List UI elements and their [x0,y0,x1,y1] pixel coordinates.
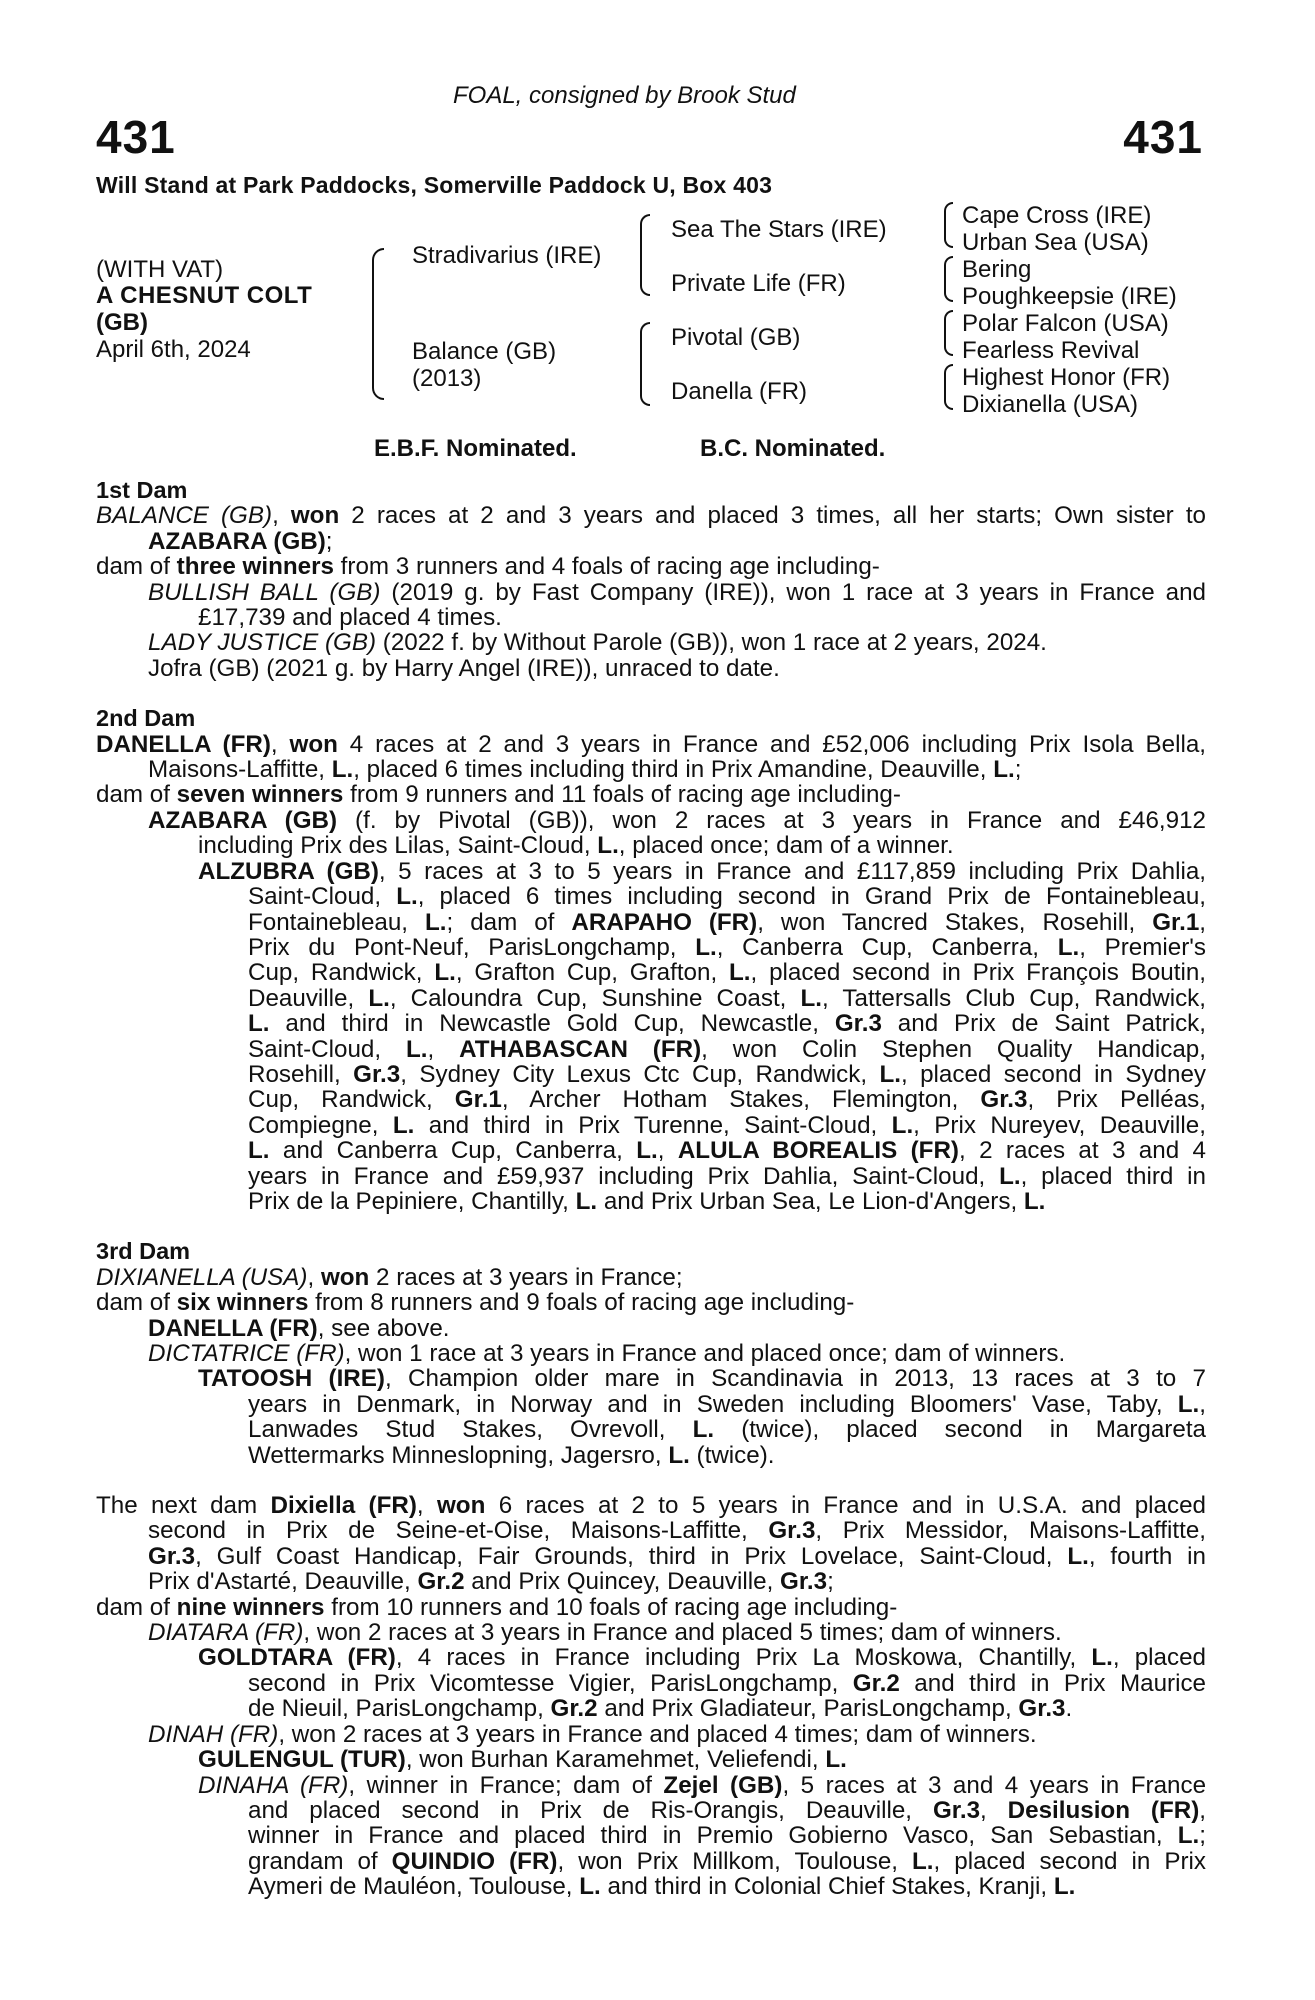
text-run: and third in Prix Maurice [899,1669,1207,1697]
italic-text: DIXIANELLA (USA) [96,1263,308,1291]
text-run: grandam of [248,1847,392,1875]
text-run: , Prix Messidor, Maisons-Laffitte, [815,1517,1206,1545]
text-line [96,630,1206,655]
bold-text: Desilusion (FR) [1007,1796,1200,1824]
section-heading: 1st Dam [96,477,188,503]
text-run: , Tattersalls Club Cup, Randwick, [822,984,1206,1012]
text-line [96,1011,1206,1036]
pedigree-brace-dam [640,322,650,406]
text-line [96,833,1206,858]
bold-text: won [436,1492,486,1520]
text-run: , Canberra Cup, Canberra, [716,933,1058,961]
bold-text: L. [331,756,354,784]
dam-section [96,706,1206,1214]
bold-text: won [290,502,340,530]
bold-text: Gr.3 [980,1086,1028,1114]
bold-text: Gr.3 [768,1517,816,1545]
text-line [96,1696,1206,1721]
text-run: Rosehill, [248,1060,354,1088]
bold-text: L. [636,1137,658,1165]
text-run: second in Prix Vicomtesse Vigier, ParisLongchamp, [248,1669,853,1697]
text-run: and Prix de Saint Patrick, [881,1010,1206,1038]
text-run: , 2 races at 3 and 4 [958,1137,1206,1165]
text-line [96,1113,1206,1138]
text-line [96,656,1206,681]
text-run: winner in France and placed third in Premio Gobierno Vasco, San Sebastian, [248,1822,1178,1850]
text-run: (2022 f. by Without Parole (GB)), won 1 race at 2 years, 2024. [376,629,1047,657]
bold-text: L. [434,959,456,987]
text-run: and Prix Urban Sea, Le Lion-d'Angers, [597,1187,1024,1215]
text-run: , won Prix Millkom, Toulouse, [557,1847,913,1875]
lot-number-right: 431 [1123,111,1203,163]
text-run: , placed second in Prix [933,1847,1206,1875]
dam-section [96,478,1206,681]
bold-text: L. [695,933,717,961]
text-run: dam of [96,781,177,809]
text-run: , won 2 races at 3 years in France and placed 5 times; dam of winners. [303,1619,1062,1647]
text-run: Fontainebleau, [248,908,426,936]
italic-text: DICTATRICE (FR) [148,1340,345,1367]
text-run: (f. by Pivotal (GB)), won 2 races at 3 years in France and £46,912 [337,806,1206,834]
text-run: , Grafton Cup, Grafton, [455,959,730,987]
grandsire-1: Cape Cross (IRE) [962,202,1152,229]
bold-text: three winners [176,553,334,581]
text-run: 2 races at 3 years in France; [369,1263,683,1291]
text-run: , placed second in Prix François Boutin, [750,959,1207,987]
text-line [96,1037,1206,1062]
text-run: years in France and £59,937 including Prix Dahlia, Saint-Cloud, [248,1162,1000,1190]
text-run: , placed once; dam of a winner. [618,832,954,860]
text-run: Maisons-Laffitte, [148,756,332,784]
text-run: and third in Newcastle Gold Cup, Newcastle, [269,1010,835,1038]
text-line [96,1798,1206,1823]
italic-text: BULLISH BALL (GB) [148,578,381,606]
vat-note: (WITH VAT) [96,256,224,283]
text-line [96,884,1206,909]
bold-text: L. [993,756,1015,784]
bold-text: QUINDIO (FR) [391,1847,558,1875]
text-line [96,1493,1206,1518]
bold-text: AZABARA (GB) [148,806,338,834]
text-run: second in Prix de Seine-et-Oise, Maisons-Laffitte, [148,1517,769,1545]
text-run: , Prix Pelléas, [1027,1086,1206,1114]
italic-text: BALANCE (GB) [96,502,273,530]
text-line [96,1062,1206,1087]
text-run: , Archer Hotham Stakes, Flemington, [501,1086,981,1114]
text-run: and Canberra Cup, Canberra, [269,1137,637,1165]
text-run: , [1199,908,1207,936]
dam-sire-name: Pivotal (GB) [671,324,801,351]
text-run: (twice). [689,1441,775,1469]
text-run: , 5 races at 3 and 4 years in France [782,1771,1207,1799]
text-run: , fourth in [1088,1542,1206,1570]
text-line [96,1747,1206,1772]
bold-text: L. [575,1187,598,1215]
bold-text: L. [879,1060,901,1088]
bold-text: L. [668,1441,690,1469]
bold-text: Gr.3 [1018,1695,1066,1723]
text-run: , [272,502,291,530]
text-run: The next dam [96,1492,271,1520]
text-run: Prix de la Pepiniere, Chantilly, [248,1187,576,1215]
bc-nomination: B.C. Nominated. [700,435,886,462]
text-run: , 5 races at 3 to 5 years in France and £117,859 including Prix Dahlia, [378,857,1206,885]
bold-text: L. [912,1847,934,1875]
text-run: , winner in France; dam of [348,1771,664,1799]
text-run: £17,739 and placed 4 times. [198,604,502,632]
bold-text: L. [396,883,418,911]
sire-name: Stradivarius (IRE) [412,242,602,269]
text-run: Lanwades Stud Stakes, Ovrevoll, [248,1416,693,1444]
sire-dam-name: Private Life (FR) [671,270,846,297]
bold-text: L. [1177,1822,1200,1850]
bold-text: L. [999,1162,1021,1190]
bold-text: L. [1177,1390,1200,1418]
bold-text: L. [425,908,447,936]
text-run: from 3 runners and 4 foals of racing age including- [333,553,880,581]
text-line [96,1595,1206,1620]
bold-text: L. [1023,1187,1046,1215]
bold-text: L. [1091,1644,1113,1672]
text-line [96,782,1206,807]
text-run: , [980,1796,1008,1824]
text-run: Deauville, [248,984,369,1012]
text-run: Prix d'Astarté, Deauville, [148,1568,418,1596]
sire-sire-name: Sea The Stars (IRE) [671,216,887,243]
text-run: Cup, Randwick, [248,1086,455,1114]
text-run: (2019 g. by Fast Company (IRE)), won 1 race at 3 years in France and [380,578,1207,606]
bold-text: GOLDTARA (FR) [198,1644,396,1672]
text-run: 4 races at 2 and 3 years in France and £52,006 including Prix Isola Bella, [337,730,1206,758]
pedigree-brace-g2 [944,256,953,302]
text-line [96,1392,1206,1417]
bold-text: nine winners [176,1593,325,1621]
bold-text: L. [368,984,390,1012]
text-run: , won 1 race at 3 years in France and placed once; dam of winners. [344,1340,1066,1367]
granddam-1: Urban Sea (USA) [962,229,1149,256]
foaling-date: April 6th, 2024 [96,336,251,363]
bold-text: ALULA BOREALIS (FR) [677,1137,959,1165]
text-run: Prix du Pont-Neuf, ParisLongchamp, [248,933,696,961]
text-run: Saint-Cloud, [248,1035,406,1063]
text-line [96,1265,1206,1290]
bold-text: Dixiella (FR) [270,1492,417,1520]
text-line [96,1620,1206,1645]
bold-text: L. [392,1111,415,1139]
bold-text: L. [248,1137,270,1165]
text-run: , [307,1263,321,1291]
text-run: , [657,1137,678,1165]
text-run: and Prix Gladiateur, ParisLongchamp, [597,1695,1019,1723]
pedigree-brace-g1 [944,202,953,248]
ebf-nomination: E.B.F. Nominated. [374,435,577,462]
text-line [96,1290,1206,1315]
text-line [96,1443,1206,1468]
bold-text: L. [248,1010,270,1038]
bold-text: ATHABASCAN (FR) [459,1035,702,1063]
text-line [96,1316,1206,1341]
text-line [96,1874,1206,1899]
text-line [96,1138,1206,1163]
text-run: , Sydney City Lexus Ctc Cup, Randwick, [400,1060,880,1088]
text-run: , placed 6 times including second in Grand Prix de Fontainebleau, [417,883,1206,911]
italic-text: DINAHA (FR) [198,1771,349,1799]
text-run: years in Denmark, in Norway and in Sweden including Bloomers' Vase, Taby, [248,1390,1178,1418]
bold-text: DANELLA (FR) [96,730,271,758]
consignor-line: FOAL, consigned by Brook Stud [453,82,796,109]
bold-text: seven winners [176,781,344,809]
text-run: , Premier's [1079,933,1206,961]
bold-text: Gr.3 [780,1568,828,1596]
text-run: 2 races at 2 and 3 years and placed 3 times, all her starts; Own sister to [339,502,1206,530]
text-run: and third in Colonial Chief Stakes, Kranji, [600,1873,1054,1901]
bold-text: L. [825,1746,847,1774]
text-run: . [1065,1695,1073,1723]
text-run: ; [827,1568,834,1596]
text-run: , 4 races in France including Prix La Moskowa, Chantilly, [395,1644,1092,1672]
text-run: and third in Prix Turenne, Saint-Cloud, [414,1111,892,1139]
text-run: , see above. [317,1314,450,1342]
italic-text: LADY JUSTICE (GB) [148,629,377,657]
dam-year: (2013) [412,365,482,392]
text-run: , Gulf Coast Handicap, Fair Grounds, third in Prix Lovelace, Saint-Cloud, [195,1542,1068,1570]
granddam-3: Fearless Revival [962,337,1140,364]
text-line [96,529,1206,554]
text-run: from 8 runners and 9 foals of racing age including- [308,1289,855,1317]
dam-section [96,1239,1206,1468]
text-line [96,1518,1206,1543]
dam-name: Balance (GB) [412,338,557,365]
bold-text: six winners [176,1289,309,1317]
text-run: , placed third in [1020,1162,1206,1190]
bold-text: L. [891,1111,914,1139]
bold-text: L. [1067,1542,1089,1570]
grandsire-4: Highest Honor (FR) [962,364,1171,391]
text-run: , [427,1035,460,1063]
text-line [96,1087,1206,1112]
italic-text: DIATARA (FR) [148,1619,304,1647]
grandsire-2: Bering [962,256,1032,283]
granddam-4: Dixianella (USA) [962,391,1139,418]
bold-text: Gr.3 [353,1060,401,1088]
text-run: and Prix Quincey, Deauville, [464,1568,781,1596]
text-line [96,605,1206,630]
text-run: 6 races at 2 to 5 years in France and in U.S.A. and placed [485,1492,1207,1520]
text-run: including Prix des Lilas, Saint-Cloud, [198,832,598,860]
text-line [96,910,1206,935]
text-line [96,986,1206,1011]
bold-text: DANELLA (FR) [148,1314,318,1342]
text-line [96,1569,1206,1594]
bold-text: AZABARA (GB) [148,527,326,555]
section-heading: 3rd Dam [96,1238,191,1265]
text-run: , placed 6 times including third in Prix Amandine, Deauville, [353,756,994,784]
lot-number-left: 431 [96,111,176,163]
text-run: Aymeri de Mauléon, Toulouse, [248,1873,580,1901]
bold-text: L. [1053,1873,1076,1901]
text-line [96,1164,1206,1189]
text-line [96,1341,1206,1366]
text-line [96,1645,1206,1670]
text-run: , Champion older mare in Scandinavia in 2013, 13 races at 3 to 7 [384,1365,1206,1393]
text-line [96,554,1206,579]
stand-location: Will Stand at Park Paddocks, Somerville Paddock U, Box 403 [96,172,773,198]
text-run: Saint-Cloud, [248,883,397,911]
text-run: ; dam of [446,908,572,936]
bold-text: Gr.1 [454,1086,502,1114]
text-run: Cup, Randwick, [248,959,435,987]
text-line [96,1417,1206,1442]
bold-text: L. [692,1416,715,1444]
horse-origin: (GB) [96,309,148,336]
text-run: , Prix Nureyev, Deauville, [913,1111,1206,1139]
text-run: (twice), placed second in Margareta [714,1416,1206,1444]
bold-text: L. [800,984,823,1012]
bold-text: L. [597,832,619,860]
dam-section [96,1493,1206,1900]
pedigree-brace-g4 [944,364,953,410]
text-line [96,859,1206,884]
text-run: Jofra (GB) (2021 g. by Harry Angel (IRE)), unraced to date. [148,654,780,682]
text-line [96,1722,1206,1747]
text-run: , Caloundra Cup, Sunshine Coast, [389,984,801,1012]
bold-text: L. [579,1873,601,1901]
text-line [96,757,1206,782]
dam-dam-name: Danella (FR) [671,378,808,405]
bold-text: won [289,730,338,758]
text-line [96,503,1206,528]
italic-text: DINAH (FR) [148,1720,279,1748]
text-run: ; [1199,1822,1206,1850]
grandsire-3: Polar Falcon (USA) [962,310,1169,337]
text-line [96,960,1206,985]
bold-text: Gr.2 [550,1695,598,1723]
text-run: Compiegne, [248,1111,393,1139]
pedigree-brace-gen1 [372,248,384,400]
horse-name: A CHESNUT COLT [96,282,313,309]
bold-text: Gr.3 [148,1542,196,1570]
bold-text: ARAPAHO (FR) [571,908,758,936]
text-run: , [1199,1796,1206,1824]
text-line [96,1823,1206,1848]
text-run: ; [325,527,333,555]
pedigree-brace-g3 [944,310,953,356]
text-run: and placed second in Prix de Ris-Orangis, Deauville, [248,1796,933,1824]
bold-text: won [320,1263,370,1291]
bold-text: TATOOSH (IRE) [198,1365,385,1393]
text-run: ; [1014,756,1022,784]
pedigree-brace-sire [640,214,650,296]
bold-text: L. [405,1035,428,1063]
text-run: , [1199,1390,1206,1418]
text-run: , [416,1492,437,1520]
bold-text: Gr.3 [834,1010,882,1038]
text-run: , won 2 races at 3 years in France and placed 4 times; dam of winners. [278,1720,1037,1748]
text-run: , won Burhan Karamehmet, Veliefendi, [405,1746,826,1774]
bold-text: L. [1057,933,1080,961]
text-run: , placed [1112,1644,1207,1672]
bold-text: Gr.2 [417,1568,465,1596]
text-run: dam of [96,553,177,581]
text-line [96,732,1206,757]
catalogue-body [96,478,1206,1925]
bold-text: Gr.3 [932,1796,981,1824]
text-line [96,1366,1206,1391]
bold-text: ALZUBRA (GB) [198,857,379,885]
text-line [96,935,1206,960]
text-run: , won Tancred Stakes, Rosehill, [757,908,1153,936]
bold-text: Gr.2 [852,1669,900,1697]
text-run: , [270,730,290,758]
text-line [96,1189,1206,1214]
text-line [96,1773,1206,1798]
bold-text: L. [729,959,751,987]
text-run: from 10 runners and 10 foals of racing age including- [324,1593,898,1621]
text-run: de Nieuil, ParisLongchamp, [248,1695,551,1723]
text-line [96,1544,1206,1569]
granddam-2: Poughkeepsie (IRE) [962,283,1177,310]
text-run: dam of [96,1289,177,1317]
text-run: Wettermarks Minneslopning, Jagersro, [248,1441,669,1469]
text-line [96,1849,1206,1874]
text-line [96,580,1206,605]
text-run: dam of [96,1593,177,1621]
bold-text: Gr.1 [1152,908,1200,936]
bold-text: Zejel (GB) [663,1771,783,1799]
text-line [96,1671,1206,1696]
bold-text: GULENGUL (TUR) [198,1746,406,1774]
text-run: from 9 runners and 11 foals of racing age including- [343,781,901,809]
section-heading: 2nd Dam [96,705,196,732]
text-line [96,808,1206,833]
text-run: , won Colin Stephen Quality Handicap, [701,1035,1206,1063]
text-run: , placed second in Sydney [900,1060,1206,1088]
